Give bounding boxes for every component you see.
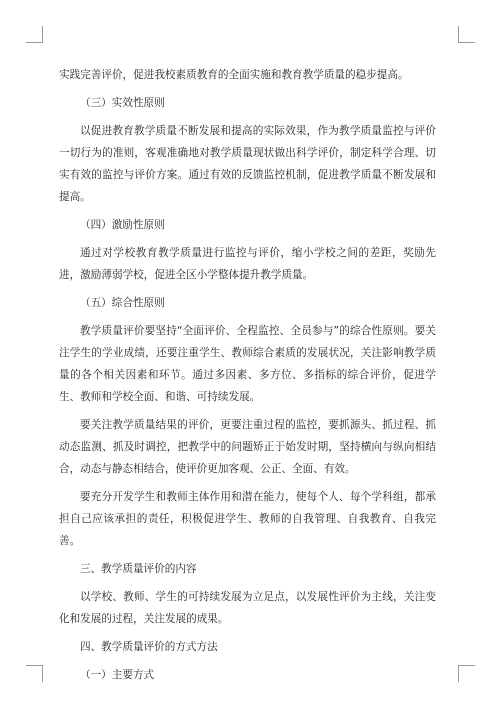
paragraph-evaluation-content: 以学校、教师、学生的可持续发展为立足点，以发展性评价为主线，关注变化和发展的过程，关注发展的成果。 bbox=[59, 591, 436, 625]
crop-mark-bottom-left bbox=[26, 665, 43, 682]
document-body bbox=[59, 64, 436, 692]
heading-effectiveness-principle: （三）实效性原则 bbox=[80, 97, 165, 109]
paragraph-effectiveness: 以促进教育教学质量不断发展和提高的实际效果，作为教学质量监控与评价一切行为的准则，客观准确地对教学质量现状做出科学评价，制定科学合理、切实有效的监控与评价方案。通过有效的反馈监控机制，促进教学质量不断发展和提高。 bbox=[59, 125, 436, 203]
paragraph-comprehensive-1: 教学质量评价要坚持“全面评价、全程监控、全员参与”的综合性原则。要关注学生的学业成绩，还要注重学生、教师综合素质的发展状况，关注影响教学质量的各个相关因素和环节。通过多因素、多方位、多指标的综合评价，促进学生、教师和学校全面、和谐、可持续发展。 bbox=[59, 325, 436, 403]
paragraph-comprehensive-2: 要关注教学质量结果的评价，更要注重过程的监控，要抓源头、抓过程、抓动态监测、抓及时调控，把教学中的问题矫正于始发时期，坚持横向与纵向相结合，动态与静态相结合，使评价更加客观、公正、全面、有效。 bbox=[59, 419, 436, 475]
crop-mark-bottom-right bbox=[458, 665, 475, 682]
paragraph-incentive: 通过对学校教育教学质量进行监控与评价，缩小学校之间的差距，奖励先进，激励薄弱学校，促进全区小学整体提升教学质量。 bbox=[59, 247, 436, 281]
heading-comprehensive-principle: （五）综合性原则 bbox=[80, 297, 165, 309]
paragraph-comprehensive-3: 要充分开发学生和教师主体作用和潜在能力，使每个人、每个学科组，都承担自己应该承担的责任，积极促进学生、教师的自我管理、自我教育、自我完善。 bbox=[59, 491, 436, 547]
crop-mark-top-right bbox=[458, 26, 475, 43]
heading-incentive-principle: （四）激励性原则 bbox=[80, 219, 165, 231]
paragraph-continuation: 实践完善评价，促进我校素质教育的全面实施和教育教学质量的稳步提高。 bbox=[59, 69, 409, 81]
heading-evaluation-content: 三、教学质量评价的内容 bbox=[80, 563, 197, 575]
crop-mark-top-left bbox=[26, 26, 43, 43]
heading-main-methods: （一）主要方式 bbox=[80, 669, 155, 681]
heading-evaluation-methods: 四、教学质量评价的方式方法 bbox=[80, 641, 218, 653]
